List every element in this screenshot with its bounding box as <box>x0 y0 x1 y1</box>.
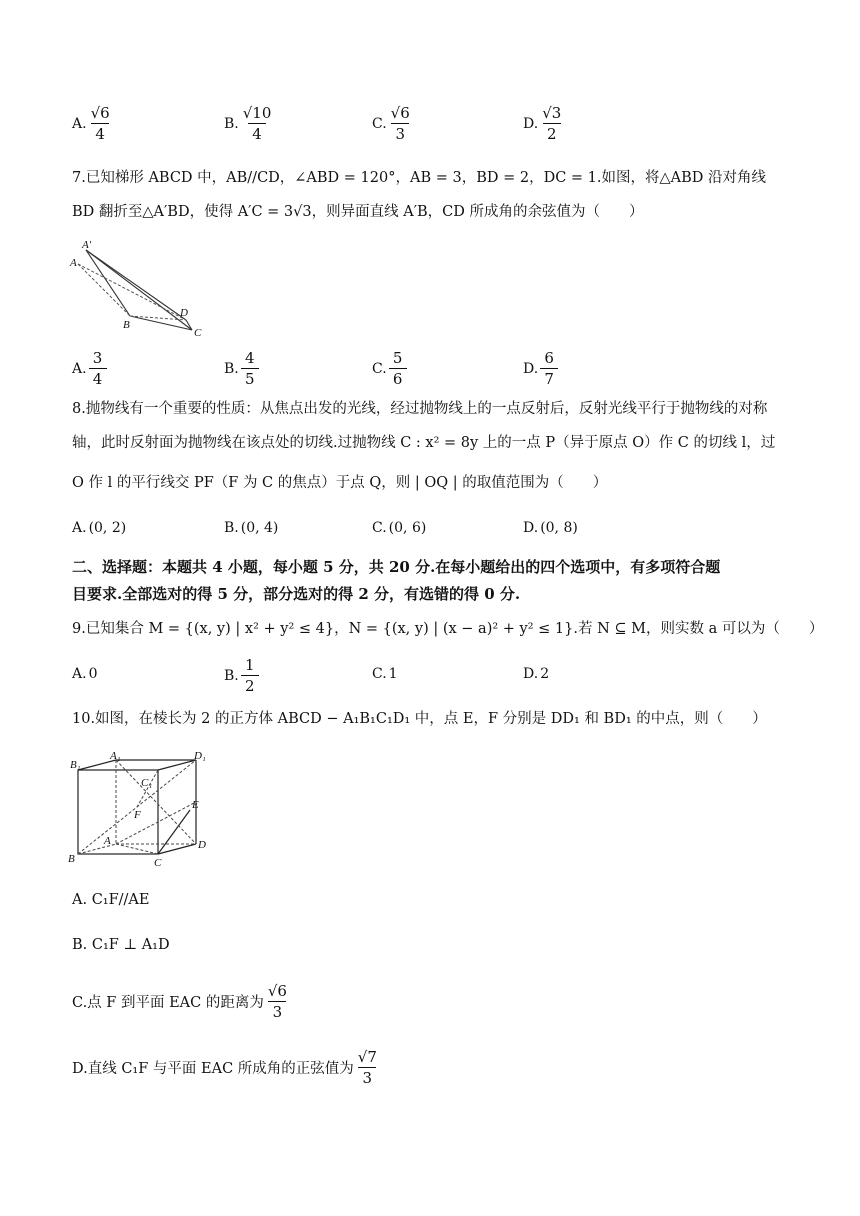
label-b: B <box>68 853 75 865</box>
edge-a-d <box>78 264 186 320</box>
q8-option-b <box>224 520 278 536</box>
option-label: A. <box>72 115 87 132</box>
label-a: A <box>70 257 77 269</box>
edge-a1-b <box>86 250 130 316</box>
label-a: A <box>104 835 111 847</box>
q8-stem-line2: 轴，此时反射面为抛物线在该点处的切线.过抛物线 C : x² = 8y 上的一点 P（异于原点 O）作 C 的切线 l，过 <box>72 435 776 451</box>
option-label: B. <box>224 115 239 132</box>
denominator: 3 <box>358 1067 376 1087</box>
option-text: (0, 4) <box>240 520 279 536</box>
option-label: D. <box>523 666 539 682</box>
fraction <box>389 104 412 143</box>
option-text: 1 <box>388 666 398 682</box>
label-c1: C₁ <box>141 777 153 789</box>
numerator: √6 <box>90 104 110 122</box>
q9-stem: 9.已知集合 M = {(x, y) | x² + y² ≤ 4}，N = {(x, y) | (x − a)² + y² ≤ 1}.若 N ⊆ M，则实数 a 可以为（ ） <box>72 621 824 637</box>
label-c: C <box>154 857 162 869</box>
q10-option-d <box>72 1048 379 1087</box>
q9-option-a <box>72 666 97 682</box>
fraction <box>241 349 259 388</box>
fraction <box>89 349 107 388</box>
fraction <box>266 982 289 1021</box>
q9-option-d <box>523 666 549 682</box>
label-a1: A₁ <box>110 752 121 762</box>
q7-option-a <box>72 349 107 388</box>
option-text: (0, 2) <box>88 520 127 536</box>
option-label: C. <box>372 360 387 377</box>
segment-a-e <box>116 802 196 844</box>
denominator: 3 <box>391 123 409 143</box>
q7-option-c <box>372 349 407 388</box>
label-d: D <box>180 307 188 319</box>
q6-option-b <box>224 104 273 143</box>
option-text: C.点 F 到平面 EAC 的距离为 <box>72 995 264 1011</box>
q7-stem-line2: BD 翻折至△A′BD，使得 A′C = 3√3，则异面直线 A′B，CD 所成角的余弦值为（ ） <box>72 204 644 220</box>
q7-stem-line1: 7.已知梯形 ABCD 中，AB//CD，∠ABD = 120°，AB = 3，BD = 2，DC = 1.如图，将△ABD 沿对角线 <box>72 170 767 186</box>
label-f: F <box>134 809 141 821</box>
option-label: C. <box>372 666 387 682</box>
numerator: √10 <box>242 104 272 122</box>
fraction <box>540 104 563 143</box>
label-e: E <box>192 799 199 811</box>
edge-a-b <box>78 264 130 316</box>
q10-cube-figure <box>66 752 216 870</box>
section2-heading-line1: 二、选择题：本题共 4 小题，每小题 5 分，共 20 分.在每小题给出的四个选项中，有多项符合题 <box>72 558 721 576</box>
q8-stem-line3: O 作 l 的平行线交 PF（F 为 C 的焦点）于点 Q，则 | OQ | 的取值范围为（ ） <box>72 475 608 491</box>
option-label: A. <box>72 360 87 377</box>
label-c: C <box>194 327 202 339</box>
option-text: (0, 8) <box>540 520 578 536</box>
segment-a-c <box>116 844 158 854</box>
fraction <box>241 104 274 143</box>
option-label: D. <box>523 115 539 132</box>
q10-option-a: A. C₁F//AE <box>72 892 150 908</box>
edge-a1-d <box>86 250 186 320</box>
denominator: 2 <box>241 675 259 695</box>
q9-option-b <box>224 656 259 695</box>
option-label: A. <box>72 520 87 536</box>
q10-stem: 10.如图，在棱长为 2 的正方体 ABCD − A₁B₁C₁D₁ 中，点 E，F 分别是 DD₁ 和 BD₁ 的中点，则（ ） <box>72 711 767 727</box>
option-text: D.直线 C₁F 与平面 EAC 所成角的正弦值为 <box>72 1061 354 1077</box>
q6-option-a <box>72 104 112 143</box>
label-d: D <box>198 839 206 851</box>
q8-stem-line1: 8.抛物线有一个重要的性质：从焦点出发的光线，经过抛物线上的一点反射后，反射光线平行于抛物线的对称 <box>72 401 768 417</box>
option-label: D. <box>523 520 539 536</box>
fraction <box>89 104 112 143</box>
q9-option-c <box>372 666 398 682</box>
section2-heading-line2: 目要求.全部选对的得 5 分，部分选对的得 2 分，有选错的得 0 分. <box>72 585 521 603</box>
q6-option-d <box>523 104 563 143</box>
q7-option-b <box>224 349 259 388</box>
denominator: 4 <box>248 123 266 143</box>
denominator: 4 <box>89 368 107 388</box>
option-label: C. <box>372 115 387 132</box>
fraction <box>241 656 259 695</box>
q10-option-c <box>72 982 289 1021</box>
diag-a1-d <box>116 760 196 844</box>
numerator: √6 <box>390 104 410 122</box>
numerator: √3 <box>542 104 562 122</box>
denominator: 2 <box>543 123 561 143</box>
label-a-prime: A′ <box>82 239 92 251</box>
q7-figure <box>68 238 208 340</box>
denominator: 7 <box>540 368 558 388</box>
numerator: √6 <box>267 982 287 1000</box>
label-b: B <box>123 319 130 331</box>
q7-option-d <box>523 349 558 388</box>
denominator: 4 <box>91 123 109 143</box>
option-label: D. <box>523 360 539 377</box>
numerator: 4 <box>244 349 255 367</box>
label-d1: D₁ <box>194 752 206 762</box>
numerator: 5 <box>392 349 403 367</box>
numerator: 3 <box>92 349 103 367</box>
option-text: (0, 6) <box>388 520 427 536</box>
numerator: 6 <box>544 349 554 367</box>
denominator: 3 <box>268 1001 286 1021</box>
option-label: B. <box>224 360 239 377</box>
q8-option-d <box>523 520 578 536</box>
q8-option-a <box>72 520 126 536</box>
q6-option-c <box>372 104 412 143</box>
label-b1: B₁ <box>70 759 81 771</box>
fraction <box>356 1048 379 1087</box>
q10-option-b: B. C₁F ⊥ A₁D <box>72 937 170 953</box>
option-text: 2 <box>540 666 550 682</box>
option-label: B. <box>224 520 239 536</box>
numerator: 1 <box>244 656 255 674</box>
option-label: B. <box>224 667 239 684</box>
denominator: 5 <box>241 368 259 388</box>
option-label: A. <box>72 666 87 682</box>
fraction <box>389 349 407 388</box>
denominator: 6 <box>389 368 407 388</box>
numerator: √7 <box>357 1048 377 1066</box>
fraction <box>540 349 558 388</box>
q8-option-c <box>372 520 426 536</box>
option-text: 0 <box>88 666 98 682</box>
edge-c1-d1 <box>158 760 196 770</box>
option-label: C. <box>372 520 387 536</box>
